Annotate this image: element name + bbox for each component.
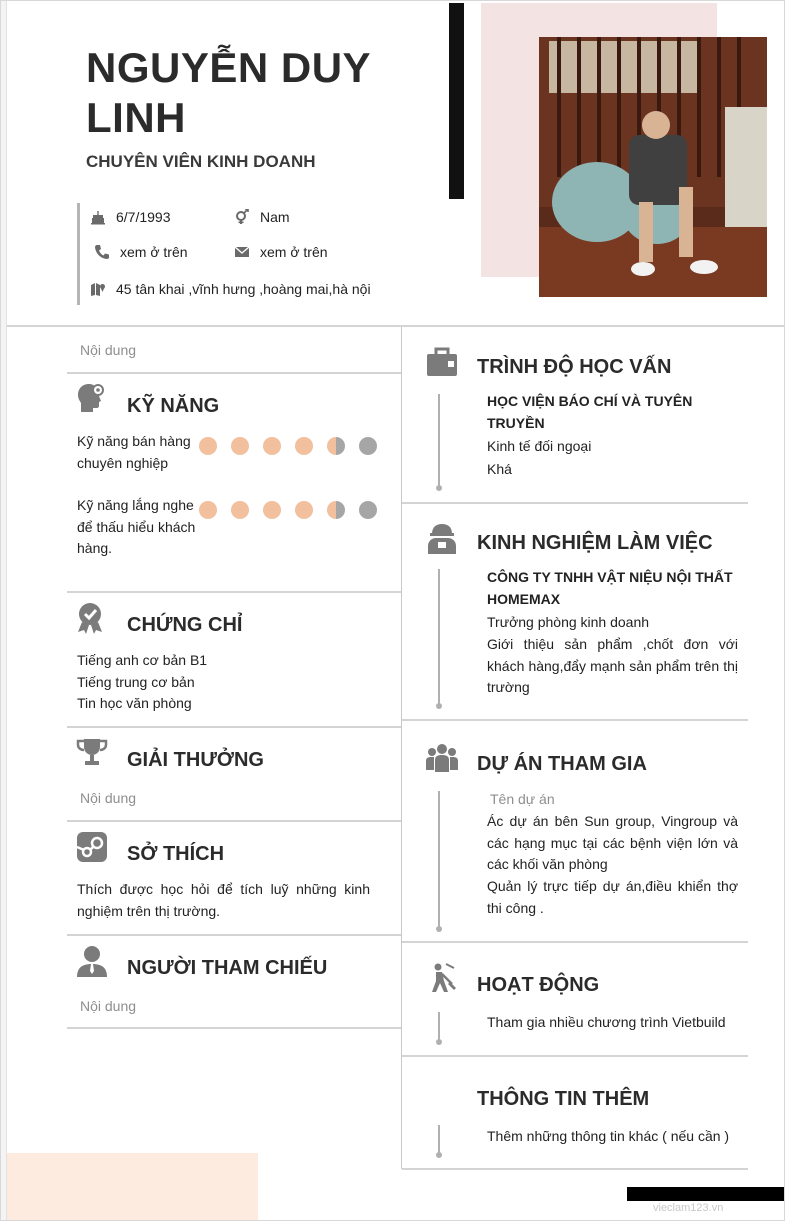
- section-divider: [402, 719, 748, 721]
- address-value: 45 tân khai ,vĩnh hưng ,hoàng mai,hà nội: [116, 281, 371, 297]
- steam-icon: [76, 831, 108, 863]
- rating-dot: [327, 437, 345, 455]
- header-divider: [7, 325, 785, 327]
- column-divider: [401, 327, 402, 1169]
- hobbies-title: SỞ THÍCH: [127, 843, 225, 865]
- additional-timeline: [438, 1125, 440, 1155]
- rating-dot: [231, 501, 249, 519]
- activity-icon: [426, 962, 458, 994]
- mail-icon: [234, 244, 250, 260]
- certificates-title: CHỨNG CHỈ: [127, 614, 243, 636]
- experience-company: CÔNG TY TNHH VẬT NIỆU NỘI THẤT HOMEMAX: [487, 569, 733, 607]
- section-divider: [67, 820, 401, 822]
- awards-title: GIẢI THƯỞNG: [127, 749, 264, 771]
- education-grade: Khá: [487, 461, 512, 477]
- section-divider: [402, 1055, 748, 1057]
- contact-info: [77, 203, 457, 305]
- section-divider: [67, 1027, 401, 1029]
- section-divider: [402, 502, 748, 504]
- education-major: Kinh tế đối ngoại: [487, 438, 592, 454]
- job-title: CHUYÊN VIÊN KINH DOANH: [86, 152, 316, 171]
- activities-text: Tham gia nhiều chương trình Vietbuild: [487, 1014, 726, 1030]
- trophy-icon: [76, 737, 108, 769]
- decor-peach-block: [7, 1153, 258, 1221]
- project-role: Quản lý trực tiếp dự án,điều khiển thợ thi công .: [487, 878, 738, 916]
- certificate-item: Tiếng anh cơ bản B1: [77, 652, 208, 668]
- rating-dot: [231, 437, 249, 455]
- phone-value: xem ở trên: [120, 244, 188, 260]
- certificate-item: Tin học văn phòng: [77, 695, 192, 711]
- rating-dot: [359, 501, 377, 519]
- section-divider: [402, 941, 748, 943]
- rating-dot: [359, 437, 377, 455]
- worker-icon: [426, 522, 458, 554]
- activities-title: HOẠT ĐỘNG: [477, 974, 600, 996]
- certificate-item: Tiếng trung cơ bản: [77, 674, 195, 690]
- rating-dot: [263, 437, 281, 455]
- phone-icon: [94, 244, 110, 260]
- gender-value: Nam: [260, 209, 290, 225]
- map-icon: [90, 281, 106, 297]
- experience-description: Giới thiệu sản phẩm ,chốt đơn với khách hàng,đẩy mạnh sản phẩm trên thị trường: [487, 636, 738, 695]
- watermark: vieclam123.vn: [653, 1202, 724, 1214]
- education-school: HỌC VIỆN BÁO CHÍ VÀ TUYÊN TRUYỀN: [487, 393, 693, 431]
- education-title: TRÌNH ĐỘ HỌC VẤN: [477, 356, 672, 378]
- experience-title: KINH NGHIỆM LÀM VIỆC: [477, 532, 713, 554]
- skills-title: KỸ NĂNG: [127, 395, 220, 417]
- cake-icon: [90, 209, 106, 225]
- skill-label-1: Kỹ năng bán hàng chuyên nghiệp: [77, 433, 191, 471]
- certificate-icon: [76, 602, 108, 634]
- head-gear-icon: [76, 382, 108, 414]
- section-divider: [402, 1168, 748, 1170]
- rating-dot: [199, 437, 217, 455]
- section-divider: [67, 726, 401, 728]
- skill-label-2: Kỹ năng lắng nghe để thấu hiểu khách hàng.: [77, 497, 196, 556]
- rating-dot: [327, 501, 345, 519]
- hobbies-text: Thích được học hỏi để tích luỹ những kinh nghiệm trên thị trường.: [77, 881, 370, 919]
- project-name-placeholder: Tên dự án: [490, 791, 555, 807]
- person-icon: [76, 945, 108, 977]
- rating-dot: [295, 501, 313, 519]
- rating-dot: [295, 437, 313, 455]
- experience-position: Trưởng phòng kinh doanh: [487, 614, 650, 630]
- experience-timeline: [438, 569, 440, 706]
- additional-title: THÔNG TIN THÊM: [477, 1088, 650, 1110]
- rating-dot: [199, 501, 217, 519]
- birthday-row: [90, 209, 171, 225]
- skill-rating-1: [199, 437, 377, 455]
- decor-black-bar: [449, 3, 464, 199]
- section-divider: [67, 934, 401, 936]
- gender-icon: [234, 209, 250, 225]
- additional-text: Thêm những thông tin khác ( nếu cần ): [487, 1128, 730, 1144]
- references-title: NGƯỜI THAM CHIẾU: [127, 957, 328, 979]
- skill-rating-2: [199, 501, 377, 519]
- intro-placeholder: Nội dung: [80, 342, 137, 358]
- education-timeline: [438, 394, 440, 488]
- projects-title: DỰ ÁN THAM GIA: [477, 753, 647, 775]
- address-row: [90, 281, 371, 297]
- awards-placeholder: Nội dung: [80, 790, 137, 806]
- decor-black-bottom-bar: [627, 1187, 785, 1201]
- section-divider: [67, 372, 401, 374]
- briefcase-icon: [426, 346, 458, 378]
- group-icon: [426, 742, 458, 774]
- phone-row: [94, 244, 188, 260]
- email-value: xem ở trên: [260, 244, 328, 260]
- birthday-value: 6/7/1993: [116, 209, 171, 225]
- email-row: [234, 244, 328, 260]
- rating-dot: [263, 501, 281, 519]
- project-description: Ác dự án bên Sun group, Vingroup và các hạng mục tại các bệnh viện lớn và các khối văn phòng: [487, 813, 738, 872]
- activities-timeline: [438, 1012, 440, 1042]
- section-divider: [67, 591, 401, 593]
- profile-photo: [539, 37, 767, 297]
- candidate-name: NGUYỄN DUY LINH: [86, 44, 371, 141]
- profile-photo-image: [539, 37, 767, 297]
- page-edge: [1, 1, 7, 1221]
- projects-timeline: [438, 791, 440, 929]
- references-placeholder: Nội dung: [80, 998, 137, 1014]
- gender-row: [234, 209, 290, 225]
